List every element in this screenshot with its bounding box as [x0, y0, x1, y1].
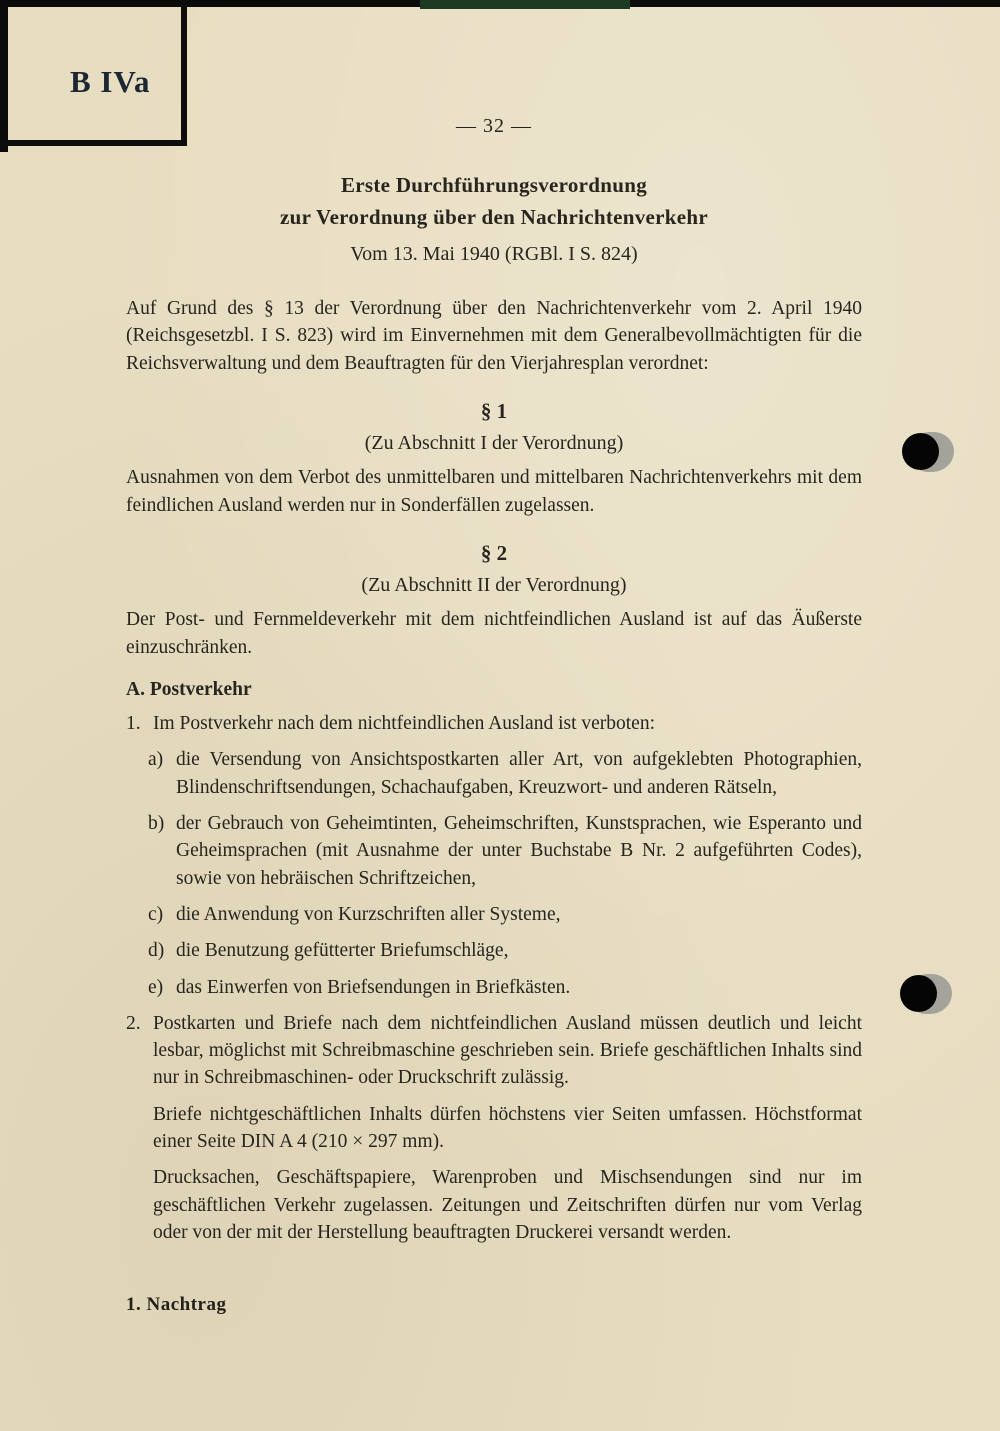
section-2-number: § 2: [480, 540, 508, 565]
scan-edge-artifact: [420, 0, 630, 9]
subitem-d-label: d): [148, 940, 165, 962]
list-item-2-paragraph-3: Drucksachen, Geschäftspapiere, Warenproben und Mischsendungen sind nur im geschäftlichen Verkehr zugelassen. Zeitungen und Zeitschriften dürfen nur vom Verlag oder von der mit der Herstellung beauftragten Druckerei versandt werden.: [153, 1167, 862, 1243]
punch-hole-icon: [900, 975, 937, 1012]
subitem-a-text: die Versendung von Ansichtspostkarten aller Art, von aufgeklebten Photographien, Blindenschriftsendungen, Schachaufgaben, Kreuzwort- und anderen Rätseln,: [176, 749, 862, 798]
subitem-d-text: die Benutzung gefütterter Briefumschläge,: [176, 940, 509, 962]
subitem-c-label: c): [148, 903, 164, 925]
punch-hole-bottom: [896, 972, 954, 1016]
footer-supplement-label: 1. Nachtrag: [126, 1294, 227, 1315]
page-number: — 32 —: [456, 115, 532, 137]
list-item-2: [126, 1010, 862, 1246]
subitem-e: [126, 974, 862, 1001]
section-1-subtitle: (Zu Abschnitt I der Verordnung): [364, 432, 624, 455]
list-item-1-text: Im Postverkehr nach dem nichtfeindlichen Ausland ist verboten:: [153, 713, 656, 735]
list-item-1-number: 1.: [126, 713, 141, 735]
subitem-c-text: die Anwendung von Kurzschriften aller Systeme,: [176, 903, 561, 925]
document-title-line1: Erste Durchführungsverordnung: [340, 173, 648, 197]
subitem-a: [126, 746, 862, 801]
punch-hole-icon: [902, 433, 939, 470]
file-stamp-label: B IVa: [70, 64, 151, 99]
section-2: [126, 539, 862, 661]
document-body: [126, 112, 862, 1255]
section-1-number: § 1: [480, 398, 508, 423]
document-title-line2: zur Verordnung über den Nachrichtenverkehr: [280, 204, 708, 229]
subitem-e-text: das Einwerfen von Briefsendungen in Briefkästen.: [176, 976, 571, 998]
subitem-b-label: b): [148, 813, 165, 835]
intro-paragraph: Auf Grund des § 13 der Verordnung über den Nachrichtenverkehr vom 2. April 1940 (Reichsgesetzbl. I S. 823) wird im Einvernehmen mit dem Generalbevollmächtigten für die Reichsverwaltung und dem Beauftragten für den Vierjahresplan verordnet:: [126, 298, 862, 374]
list-item-2-paragraph-2: Briefe nichtgeschäftlichen Inhalts dürfen höchstens vier Seiten umfassen. Höchstformat einer Seite DIN A 4 (210 × 297 mm).: [153, 1103, 862, 1153]
list-item-1: [126, 710, 862, 737]
section-2-body: Der Post- und Fernmeldeverkehr mit dem nichtfeindlichen Ausland ist auf das Äußerste einzuschränken.: [126, 609, 862, 658]
punch-hole-top: [898, 430, 956, 474]
section-2-subtitle: (Zu Abschnitt II der Verordnung): [361, 574, 627, 597]
part-a-heading: A. Postverkehr: [126, 678, 252, 700]
list-item-2-paragraph-1: Postkarten und Briefe nach dem nichtfeindlichen Ausland müssen deutlich und leicht lesbar, möglichst mit Schreibmaschine geschrieben sein. Briefe geschäftlichen Inhalts sind nur in Schreibmaschinen- oder Druckschrift zulässig.: [153, 1012, 862, 1089]
subitem-list: [126, 746, 862, 1000]
list-item-2-number: 2.: [126, 1012, 141, 1034]
subitem-e-label: e): [148, 976, 164, 998]
subitem-c: [126, 901, 862, 928]
section-1-body: Ausnahmen von dem Verbot des unmittelbaren und mittelbaren Nachrichtenverkehrs mit dem feindlichen Ausland werden nur in Sonderfällen zugelassen.: [126, 467, 862, 516]
document-date-line: Vom 13. Mai 1940 (RGBl. I S. 824): [350, 243, 638, 265]
subitem-b-text: der Gebrauch von Geheimtinten, Geheimschriften, Kunstsprachen, wie Esperanto und Geheimsprachen (mit Ausnahme der unter Buchstabe B Nr. 2 aufgeführten Codes), sowie von hebräischen Schriftzeichen,: [176, 813, 862, 889]
section-1: [126, 397, 862, 519]
subitem-b: [126, 810, 862, 892]
subitem-a-label: a): [148, 749, 164, 771]
subitem-d: [126, 937, 862, 964]
